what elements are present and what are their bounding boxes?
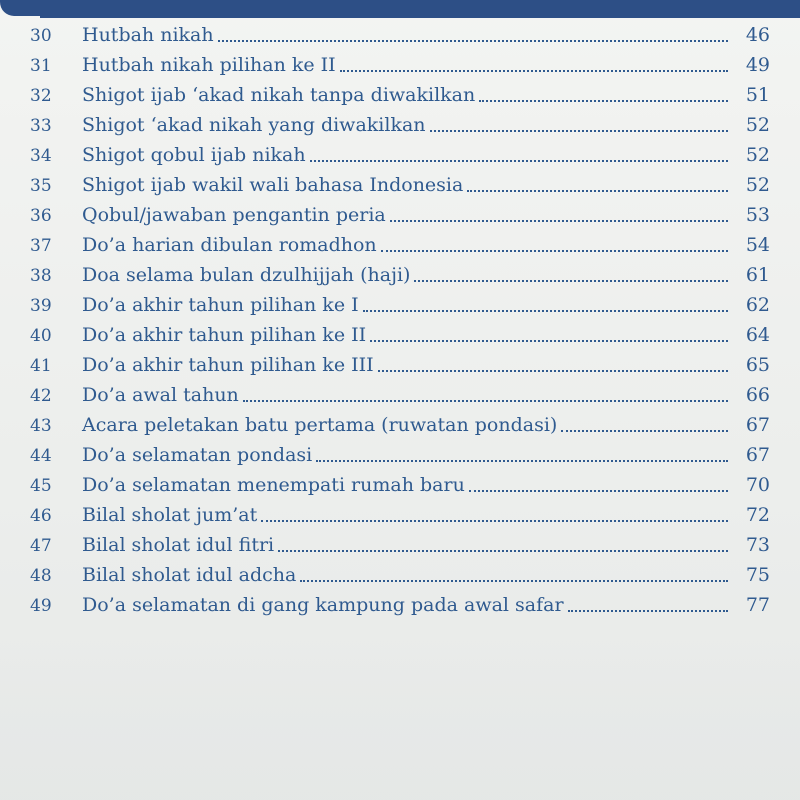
toc-entry [30,470,770,500]
toc-entry [30,140,770,170]
toc-entry [30,20,770,50]
entry-number: 44 [30,446,52,466]
toc-entry [30,80,770,110]
entry-number: 43 [30,416,52,436]
entry-number: 31 [30,56,52,76]
entry-number: 36 [30,206,52,226]
entry-number: 47 [30,536,52,556]
entry-number: 30 [30,26,52,46]
entry-page: 52 [745,114,770,136]
entry-title: Doa selama bulan dzulhijjah (haji) [82,264,411,286]
toc-entry [30,50,770,80]
entry-title: Shigot ijab ‘akad nikah tanpa diwakilkan [82,84,476,106]
entry-number: 41 [30,356,52,376]
entry-title: Bilal sholat jum’at [82,504,258,526]
toc-entry [30,230,770,260]
dot-leader [261,520,728,522]
entry-page: 52 [745,144,770,166]
dot-leader [300,580,728,582]
entry-page: 65 [745,354,770,376]
entry-page: 51 [745,84,770,106]
entry-title: Shigot qobul ijab nikah [82,144,306,166]
entry-number: 42 [30,386,52,406]
entry-number: 34 [30,146,52,166]
dot-leader [278,550,728,552]
toc-entry [30,530,770,560]
dot-leader [467,190,728,192]
dot-leader [381,250,728,252]
dot-leader [340,70,728,72]
dot-leader [414,280,728,282]
dot-leader [363,310,728,312]
entry-page: 77 [745,594,770,616]
dot-leader [469,490,728,492]
header-rule [40,16,800,18]
dot-leader [479,100,728,102]
entry-page: 46 [745,24,770,46]
entry-title: Bilal sholat idul adcha [82,564,297,586]
toc-entry [30,350,770,380]
toc-entry [30,410,770,440]
entry-title: Do’a akhir tahun pilihan ke II [82,324,367,346]
page-shading [0,640,800,800]
entry-title: Acara peletakan batu pertama (ruwatan pondasi) [82,414,558,436]
entry-number: 33 [30,116,52,136]
entry-title: Do’a harian dibulan romadhon [82,234,377,256]
entry-page: 53 [745,204,770,226]
dot-leader [561,430,728,432]
toc-entry [30,170,770,200]
entry-page: 64 [745,324,770,346]
toc-entry [30,320,770,350]
entry-title: Hutbah nikah pilihan ke II [82,54,336,76]
dot-leader [370,340,728,342]
entry-page: 66 [745,384,770,406]
toc-entry [30,590,770,620]
entry-title: Qobul/jawaban pengantin peria [82,204,386,226]
dot-leader [218,40,728,42]
header-band [0,0,800,16]
dot-leader [430,130,728,132]
toc-entry [30,500,770,530]
toc-entry [30,380,770,410]
entry-title: Do’a akhir tahun pilihan ke I [82,294,359,316]
entry-number: 39 [30,296,52,316]
entry-number: 48 [30,566,52,586]
dot-leader [378,370,728,372]
toc-entry [30,440,770,470]
toc-entry [30,200,770,230]
toc-entry [30,290,770,320]
entry-number: 46 [30,506,52,526]
entry-title: Do’a selamatan di gang kampung pada awal safar [82,594,564,616]
toc-entry [30,260,770,290]
entry-number: 45 [30,476,52,496]
entry-page: 67 [745,444,770,466]
entry-page: 62 [745,294,770,316]
entry-page: 72 [745,504,770,526]
entry-number: 49 [30,596,52,616]
dot-leader [316,460,728,462]
entry-page: 52 [745,174,770,196]
dot-leader [390,220,728,222]
table-of-contents [30,20,770,620]
entry-page: 73 [745,534,770,556]
entry-page: 54 [745,234,770,256]
entry-number: 32 [30,86,52,106]
entry-number: 35 [30,176,52,196]
toc-entry [30,560,770,590]
entry-title: Hutbah nikah [82,24,214,46]
toc-entry [30,110,770,140]
dot-leader [568,610,728,612]
entry-page: 61 [745,264,770,286]
entry-title: Shigot ijab wakil wali bahasa Indonesia [82,174,464,196]
dot-leader [310,160,728,162]
entry-title: Do’a selamatan menempati rumah baru [82,474,465,496]
entry-title: Bilal sholat idul fitri [82,534,275,556]
entry-number: 37 [30,236,52,256]
entry-page: 75 [745,564,770,586]
entry-page: 49 [745,54,770,76]
entry-title: Do’a akhir tahun pilihan ke III [82,354,374,376]
entry-number: 40 [30,326,52,346]
entry-page: 70 [745,474,770,496]
entry-title: Do’a selamatan pondasi [82,444,313,466]
entry-title: Shigot ‘akad nikah yang diwakilkan [82,114,426,136]
entry-number: 38 [30,266,52,286]
entry-page: 67 [745,414,770,436]
dot-leader [243,400,728,402]
entry-title: Do’a awal tahun [82,384,239,406]
